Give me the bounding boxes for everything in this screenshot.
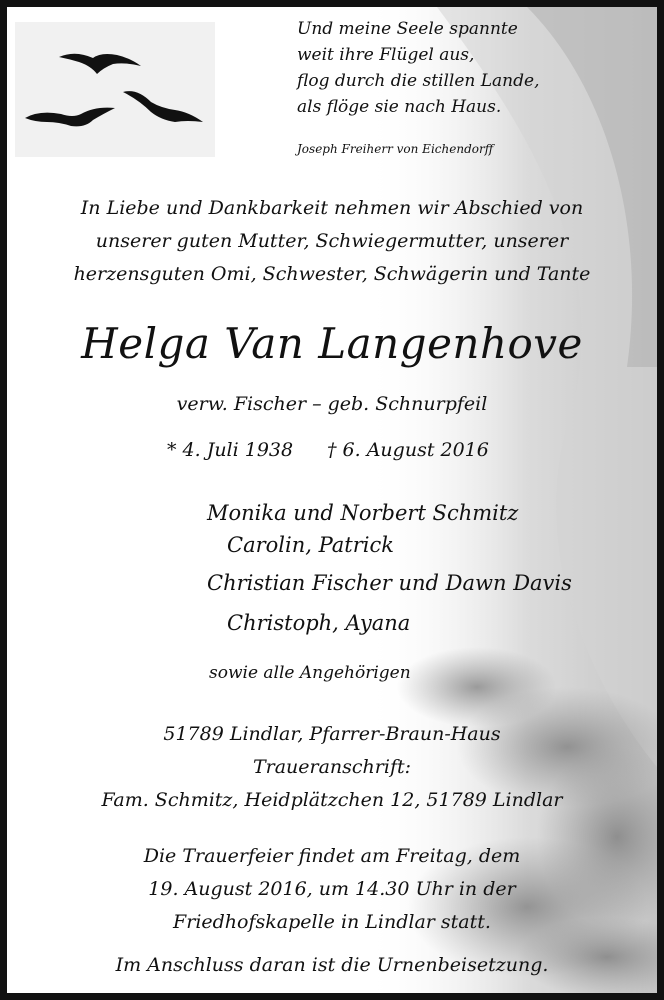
birds-illustration — [15, 22, 215, 157]
intro-line: herzensguten Omi, Schwester, Schwägerin und Tante — [73, 263, 591, 285]
deceased-name: Helga Van Langenhove — [81, 319, 583, 368]
mourner-line: Christoph, Ayana — [227, 611, 411, 635]
address-line: Fam. Schmitz, Heidplätzchen 12, 51789 Lindlar — [101, 789, 563, 811]
address-line: 51789 Lindlar, Pfarrer-Braun-Haus — [163, 723, 501, 745]
poem-line: als flöge sie nach Haus. — [297, 97, 502, 117]
service-line: Die Trauerfeier findet am Freitag, dem — [143, 845, 521, 867]
closing-line: Im Anschluss daran ist die Urnenbeisetzung. — [115, 954, 549, 976]
intro-line: unserer guten Mutter, Schwiegermutter, unserer — [95, 230, 569, 252]
poem-line: weit ihre Flügel aus, — [297, 45, 475, 65]
birth-date: * 4. Juli 1938 — [167, 439, 294, 461]
relatives-line: sowie alle Angehörigen — [209, 663, 411, 683]
service-line: Friedhofskapelle in Lindlar statt. — [173, 911, 491, 933]
address-line: Traueranschrift: — [252, 756, 412, 778]
deceased-subtitle: verw. Fischer – geb. Schnurpfeil — [176, 393, 488, 415]
mourner-line: Carolin, Patrick — [227, 533, 394, 557]
mourner-line: Christian Fischer und Dawn Davis — [207, 571, 572, 595]
poem-line: flog durch die stillen Lande, — [297, 71, 540, 91]
service-line: 19. August 2016, um 14.30 Uhr in der — [148, 878, 516, 900]
intro-line: In Liebe und Dankbarkeit nehmen wir Abschied von — [80, 197, 584, 219]
mourner-line: Monika und Norbert Schmitz — [207, 501, 519, 525]
poem-line: Und meine Seele spannte — [297, 19, 518, 39]
poem-author: Joseph Freiherr von Eichendorff — [297, 142, 494, 156]
death-date: † 6. August 2016 — [327, 439, 489, 461]
